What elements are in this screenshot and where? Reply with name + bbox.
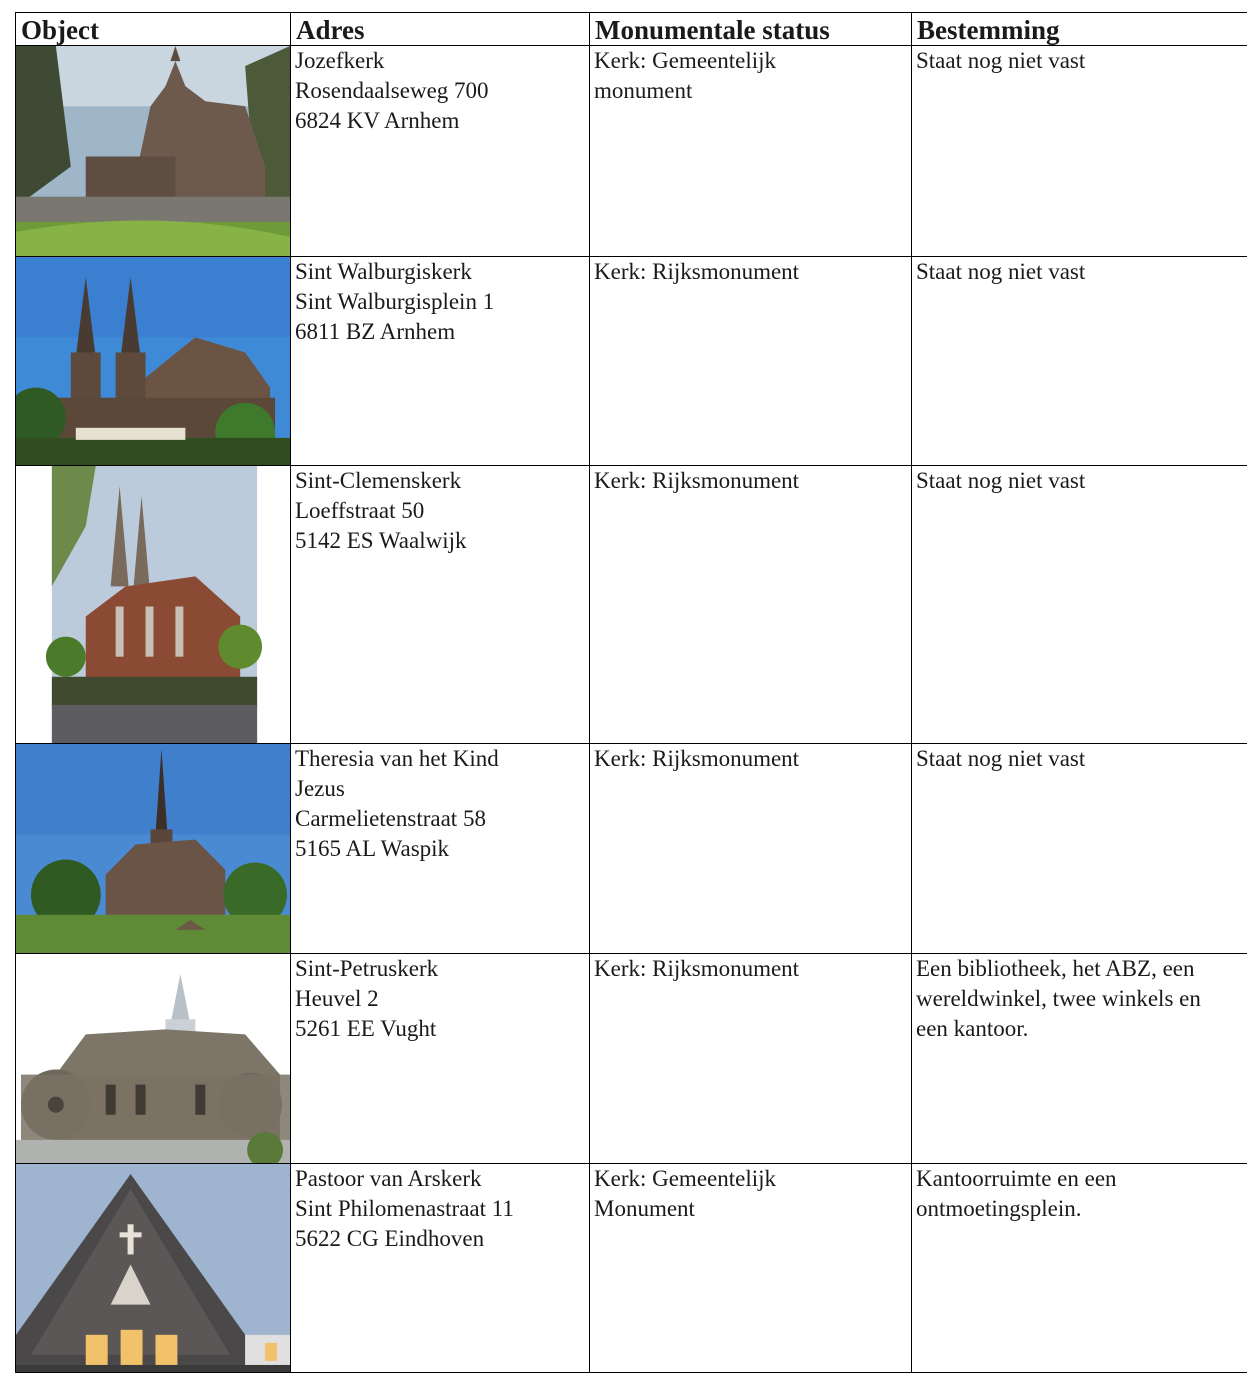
- bestemming-line: ontmoetingsplein.: [916, 1194, 1247, 1224]
- bestemming-line: een kantoor.: [916, 1014, 1247, 1044]
- object-cell: [16, 954, 291, 1164]
- status-line: Kerk: Rijksmonument: [594, 954, 905, 984]
- object-cell: [16, 257, 291, 466]
- bestemming-cell: [912, 46, 1247, 257]
- bestemming-line: Staat nog niet vast: [916, 257, 1247, 287]
- church-name: Pastoor van Arskerk: [295, 1164, 583, 1194]
- object-cell: [16, 1164, 291, 1373]
- street: Heuvel 2: [295, 984, 583, 1014]
- street: Loeffstraat 50: [295, 496, 583, 526]
- adres-cell: [291, 954, 590, 1164]
- table-row: [16, 257, 1247, 466]
- adres-cell: [291, 1164, 590, 1373]
- status-line: Kerk: Rijksmonument: [594, 466, 905, 496]
- table-row: [16, 46, 1247, 257]
- adres-cell: [291, 46, 590, 257]
- bestemming-line: Een bibliotheek, het ABZ, een: [916, 954, 1247, 984]
- bestemming-line: Staat nog niet vast: [916, 744, 1247, 774]
- bestemming-line: wereldwinkel, twee winkels en: [916, 984, 1247, 1014]
- status-line: Monument: [594, 1194, 905, 1224]
- church-photo-jozefkerk: [16, 46, 290, 256]
- postcode-city: 5165 AL Waspik: [295, 834, 583, 864]
- postcode-city: 5261 EE Vught: [295, 1014, 583, 1044]
- header-bestemming: Bestemming: [912, 13, 1247, 46]
- postcode-city: 5622 CG Eindhoven: [295, 1224, 583, 1254]
- header-status: Monumentale status: [590, 13, 912, 46]
- church-name: Sint Walburgiskerk: [295, 257, 583, 287]
- church-name: Sint-Petruskerk: [295, 954, 583, 984]
- status-cell: [590, 257, 912, 466]
- object-cell: [16, 466, 291, 744]
- bestemming-cell: [912, 466, 1247, 744]
- status-cell: [590, 466, 912, 744]
- bestemming-cell: [912, 744, 1247, 954]
- bestemming-cell: [912, 954, 1247, 1164]
- church-name: Jezus: [295, 774, 583, 804]
- bestemming-cell: [912, 1164, 1247, 1373]
- street: Rosendaalseweg 700: [295, 76, 583, 106]
- header-adres: Adres: [291, 13, 590, 46]
- church-name: Jozefkerk: [295, 46, 583, 76]
- table-row: [16, 1164, 1247, 1373]
- church-photo-sint-petruskerk: [16, 954, 290, 1163]
- postcode-city: 6811 BZ Arnhem: [295, 317, 583, 347]
- object-cell: [16, 744, 291, 954]
- status-line: monument: [594, 76, 905, 106]
- bestemming-line: Kantoorruimte en een: [916, 1164, 1247, 1194]
- church-photo-theresia: [16, 744, 290, 953]
- church-photo-sint-walburgiskerk: [16, 257, 290, 465]
- object-cell: [16, 46, 291, 257]
- bestemming-line: Staat nog niet vast: [916, 466, 1247, 496]
- church-name: Theresia van het Kind: [295, 744, 583, 774]
- adres-cell: [291, 257, 590, 466]
- table-row: [16, 466, 1247, 744]
- status-line: Kerk: Gemeentelijk: [594, 1164, 905, 1194]
- adres-cell: [291, 744, 590, 954]
- church-table: [15, 12, 1247, 1373]
- header-object: Object: [16, 13, 291, 46]
- postcode-city: 5142 ES Waalwijk: [295, 526, 583, 556]
- status-cell: [590, 744, 912, 954]
- status-cell: [590, 46, 912, 257]
- bestemming-cell: [912, 257, 1247, 466]
- status-cell: [590, 1164, 912, 1373]
- status-cell: [590, 954, 912, 1164]
- church-photo-pastoor-van-arskerk: [16, 1164, 290, 1372]
- adres-cell: [291, 466, 590, 744]
- street: Sint Walburgisplein 1: [295, 287, 583, 317]
- street: Carmelietenstraat 58: [295, 804, 583, 834]
- status-line: Kerk: Rijksmonument: [594, 744, 905, 774]
- header-row: [16, 13, 1247, 46]
- church-photo-sint-clemenskerk: [16, 466, 290, 743]
- table-row: [16, 954, 1247, 1164]
- postcode-city: 6824 KV Arnhem: [295, 106, 583, 136]
- status-line: Kerk: Rijksmonument: [594, 257, 905, 287]
- church-name: Sint-Clemenskerk: [295, 466, 583, 496]
- street: Sint Philomenastraat 11: [295, 1194, 583, 1224]
- status-line: Kerk: Gemeentelijk: [594, 46, 905, 76]
- table-row: [16, 744, 1247, 954]
- bestemming-line: Staat nog niet vast: [916, 46, 1247, 76]
